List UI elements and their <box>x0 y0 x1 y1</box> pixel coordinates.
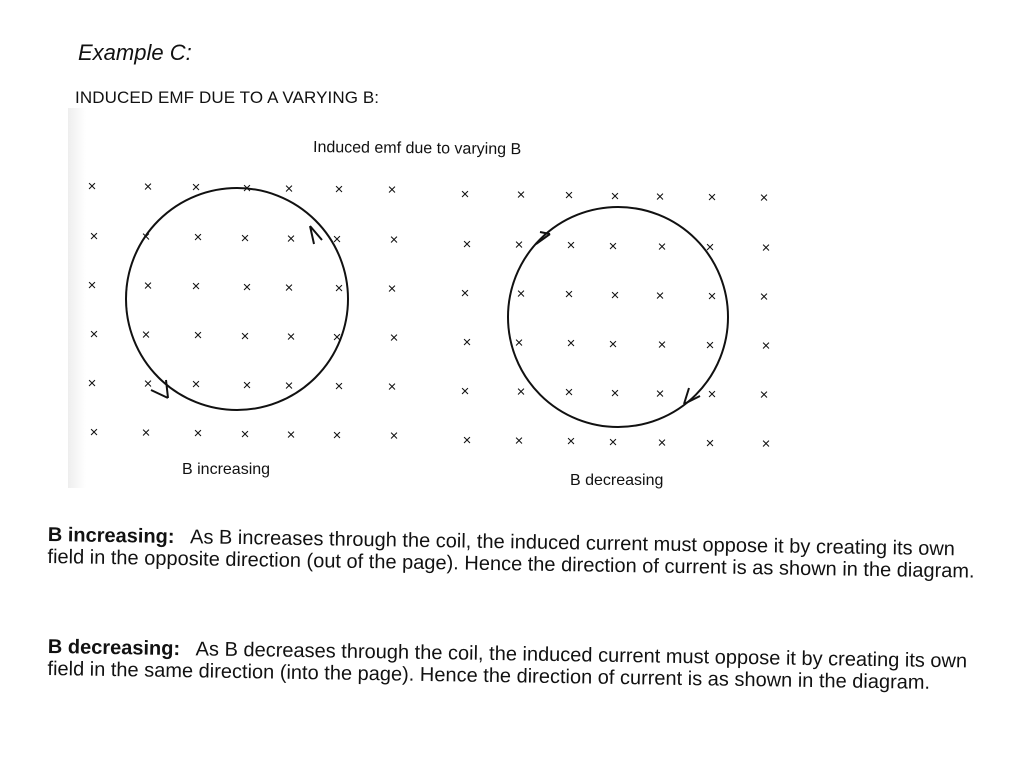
field-cross: × <box>655 287 665 305</box>
field-cross: × <box>705 239 715 256</box>
left-field-crosses <box>88 178 399 445</box>
field-cross: × <box>566 433 576 451</box>
field-cross: × <box>387 181 397 199</box>
right-coil-arrow-top <box>536 232 550 244</box>
field-cross: × <box>514 432 524 450</box>
field-cross: × <box>284 377 294 395</box>
field-cross: × <box>191 376 201 394</box>
field-cross: × <box>564 384 574 402</box>
field-cross: × <box>460 383 470 400</box>
field-cross: × <box>657 434 667 452</box>
field-cross: × <box>608 433 618 451</box>
field-cross: × <box>460 285 470 302</box>
field-cross: × <box>460 186 470 203</box>
field-cross: × <box>657 238 667 256</box>
field-cross: × <box>655 385 665 403</box>
field-cross: × <box>240 327 250 345</box>
field-cross: × <box>286 328 296 346</box>
field-cross: × <box>143 178 153 196</box>
field-cross: × <box>89 326 99 343</box>
left-coil <box>126 188 348 410</box>
section-heading: INDUCED EMF DUE TO A VARYING B: <box>75 88 380 107</box>
left-coil-arrow-bottom <box>151 380 168 398</box>
diagram-title: Induced emf due to varying B <box>312 139 522 159</box>
field-cross: × <box>610 187 620 205</box>
field-cross: × <box>332 427 342 444</box>
right-panel-label: B decreasing <box>570 472 664 489</box>
field-cross: × <box>610 286 620 304</box>
field-cross: × <box>87 375 97 392</box>
paragraph-lead: B increasing: <box>47 524 175 548</box>
field-cross: × <box>707 386 717 403</box>
field-cross: × <box>240 229 250 247</box>
field-cross: × <box>655 188 665 206</box>
field-cross: × <box>334 280 344 297</box>
left-panel-label: B increasing <box>182 461 271 478</box>
field-cross: × <box>193 425 203 443</box>
field-cross: × <box>389 329 399 347</box>
field-cross: × <box>87 178 97 195</box>
field-cross: × <box>286 426 296 444</box>
field-cross: × <box>608 237 618 255</box>
field-cross: × <box>286 230 296 248</box>
field-cross: × <box>334 181 344 198</box>
field-cross: × <box>566 335 576 353</box>
field-cross: × <box>332 231 342 248</box>
field-cross: × <box>564 187 574 205</box>
field-cross: × <box>462 432 472 449</box>
field-cross: × <box>610 384 620 402</box>
field-cross: × <box>240 425 250 443</box>
field-cross: × <box>141 424 151 442</box>
field-cross: × <box>516 285 526 303</box>
field-cross: × <box>191 179 201 197</box>
field-cross: × <box>389 427 399 445</box>
field-cross: × <box>462 334 472 351</box>
field-cross: × <box>759 189 769 207</box>
field-cross: × <box>193 229 203 247</box>
example-title: Example C: <box>78 40 192 65</box>
paragraph-body: As B increases through the coil, the induced current must oppose it by creating its own field in the opposite direction (out of the page). Hence the direction of current is as shown in the diagram. <box>47 526 975 583</box>
field-cross: × <box>89 424 99 441</box>
field-cross: × <box>761 239 771 257</box>
field-cross: × <box>608 335 618 353</box>
left-coil-arrow-top <box>310 226 322 244</box>
field-cross: × <box>334 378 344 395</box>
field-cross: × <box>387 280 397 298</box>
field-cross: × <box>143 375 153 393</box>
field-cross: × <box>761 435 771 453</box>
field-cross: × <box>193 327 203 345</box>
field-cross: × <box>462 236 472 253</box>
field-cross: × <box>387 378 397 396</box>
paragraph-lead: B decreasing: <box>47 636 181 661</box>
field-cross: × <box>705 337 715 354</box>
field-cross: × <box>564 286 574 304</box>
field-cross: × <box>191 278 201 296</box>
field-cross: × <box>284 180 294 198</box>
field-cross: × <box>89 228 99 245</box>
field-cross: × <box>657 336 667 354</box>
field-cross: × <box>284 279 294 297</box>
paragraph-body: As B decreases through the coil, the induced current must oppose it by creating its own field in the same direction (into the page). Hence the direction of current is as shown in the diagram. <box>47 638 968 694</box>
field-cross: × <box>516 383 526 401</box>
field-cross: × <box>389 231 399 249</box>
right-coil-arrow-bottom <box>684 388 700 404</box>
field-cross: × <box>141 228 151 246</box>
field-cross: × <box>516 186 526 204</box>
field-cross: × <box>514 334 524 352</box>
field-cross: × <box>87 277 97 294</box>
field-cross: × <box>242 179 252 197</box>
field-cross: × <box>705 435 715 452</box>
field-cross: × <box>759 288 769 306</box>
field-cross: × <box>332 329 342 346</box>
field-cross: × <box>566 237 576 255</box>
field-cross: × <box>514 236 524 254</box>
field-cross: × <box>707 288 717 305</box>
field-cross: × <box>242 376 252 394</box>
field-cross: × <box>759 386 769 404</box>
field-cross: × <box>761 337 771 355</box>
field-cross: × <box>707 189 717 206</box>
field-cross: × <box>141 326 151 344</box>
field-cross: × <box>242 278 252 296</box>
field-cross: × <box>143 277 153 295</box>
